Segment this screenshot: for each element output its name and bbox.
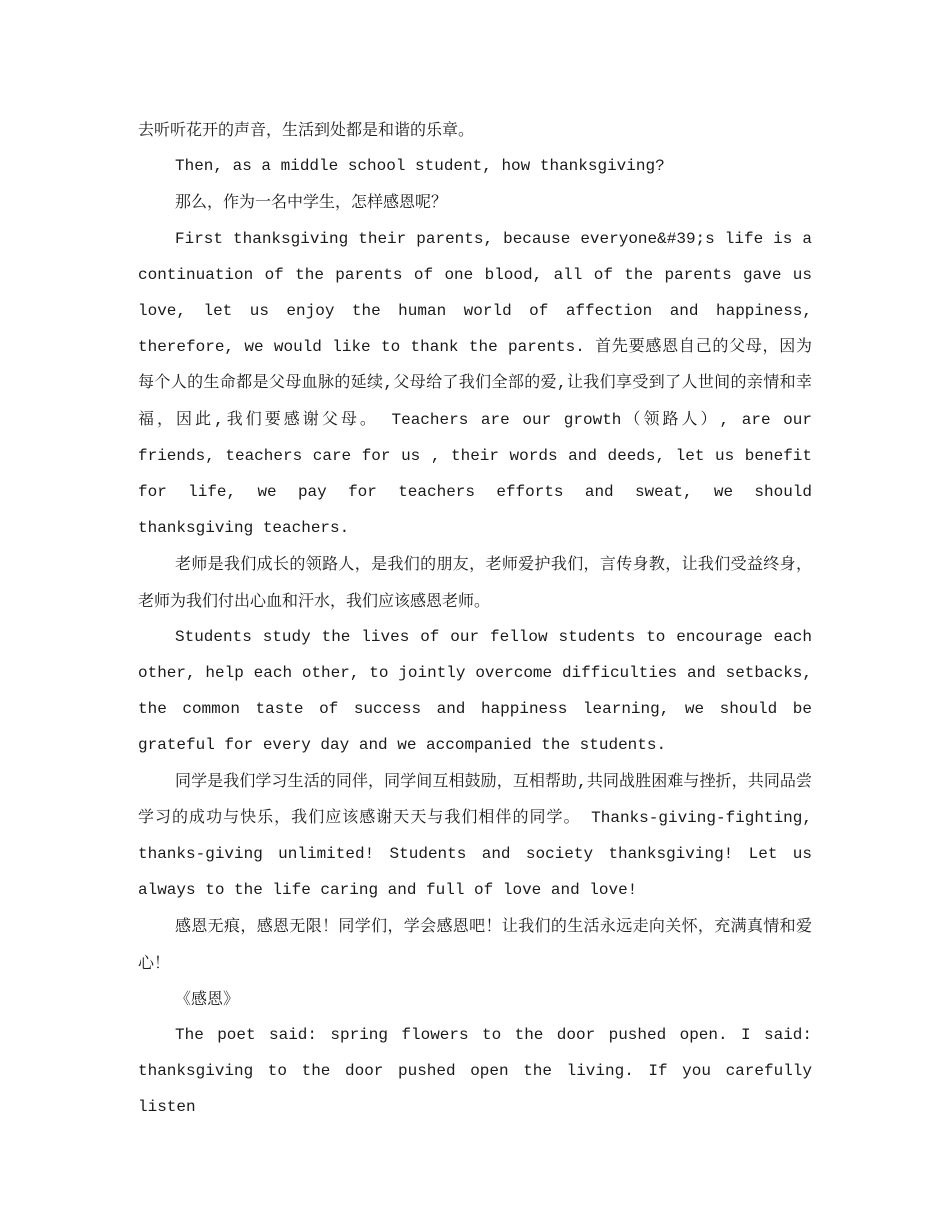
paragraph-3: 那么，作为一名中学生，怎样感恩呢？ xyxy=(175,192,448,212)
paragraph-4: First thanksgiving their parents, because everyone&#39;s life is a continuation of the parents of one blood, all of the parents gave us love, let us enjoy the human world of affection and happiness, therefore, we would like to thank the parents. 首先要感恩自己的父母，因为每个人的生命都是父母血脉的延续,父母给了我们全部的爱,让我们享受到了人世间的亲情和幸福，因此,我们要感谢父母。 Teachers are our growth（领路人）, are our friends, teachers care for us , their words and deeds, let us benefit for life, we pay for teachers efforts and sweat, we should thanksgiving teachers. xyxy=(138,229,812,538)
document-page xyxy=(138,112,812,1126)
paragraph-1: 去听听花开的声音，生活到处都是和谐的乐章。 xyxy=(138,120,475,139)
paragraph-10: The poet said: spring flowers to the door pushed open. I said: thanksgiving to the door pushed open the living. If you carefully listen xyxy=(138,1026,812,1117)
paragraph-5: 老师是我们成长的领路人，是我们的朋友，老师爱护我们，言传身教，让我们受益终身，老师为我们付出心血和汗水，我们应该感恩老师。 xyxy=(138,554,812,610)
paragraph-2: Then, as a middle school student, how thanksgiving? xyxy=(175,157,665,176)
paragraph-6: Students study the lives of our fellow students to encourage each other, help each other, to jointly overcome difficulties and setbacks, the common taste of success and happiness learning, we should be grateful for every day and we accompanied the students. xyxy=(138,627,812,755)
paragraph-7: 同学是我们学习生活的同伴，同学间互相鼓励，互相帮助,共同战胜困难与挫折，共同品尝学习的成功与快乐，我们应该感谢天天与我们相伴的同学。 Thanks-giving-fighting, thanks-giving unlimited! Students and society thanksgiving! Let us always to the life caring and full of love and love! xyxy=(138,772,812,900)
paragraph-8: 感恩无痕，感恩无限！同学们，学会感恩吧！让我们的生活永远走向关怀，充满真情和爱心！ xyxy=(138,916,812,972)
paragraph-9: 《感恩》 xyxy=(175,988,240,1008)
